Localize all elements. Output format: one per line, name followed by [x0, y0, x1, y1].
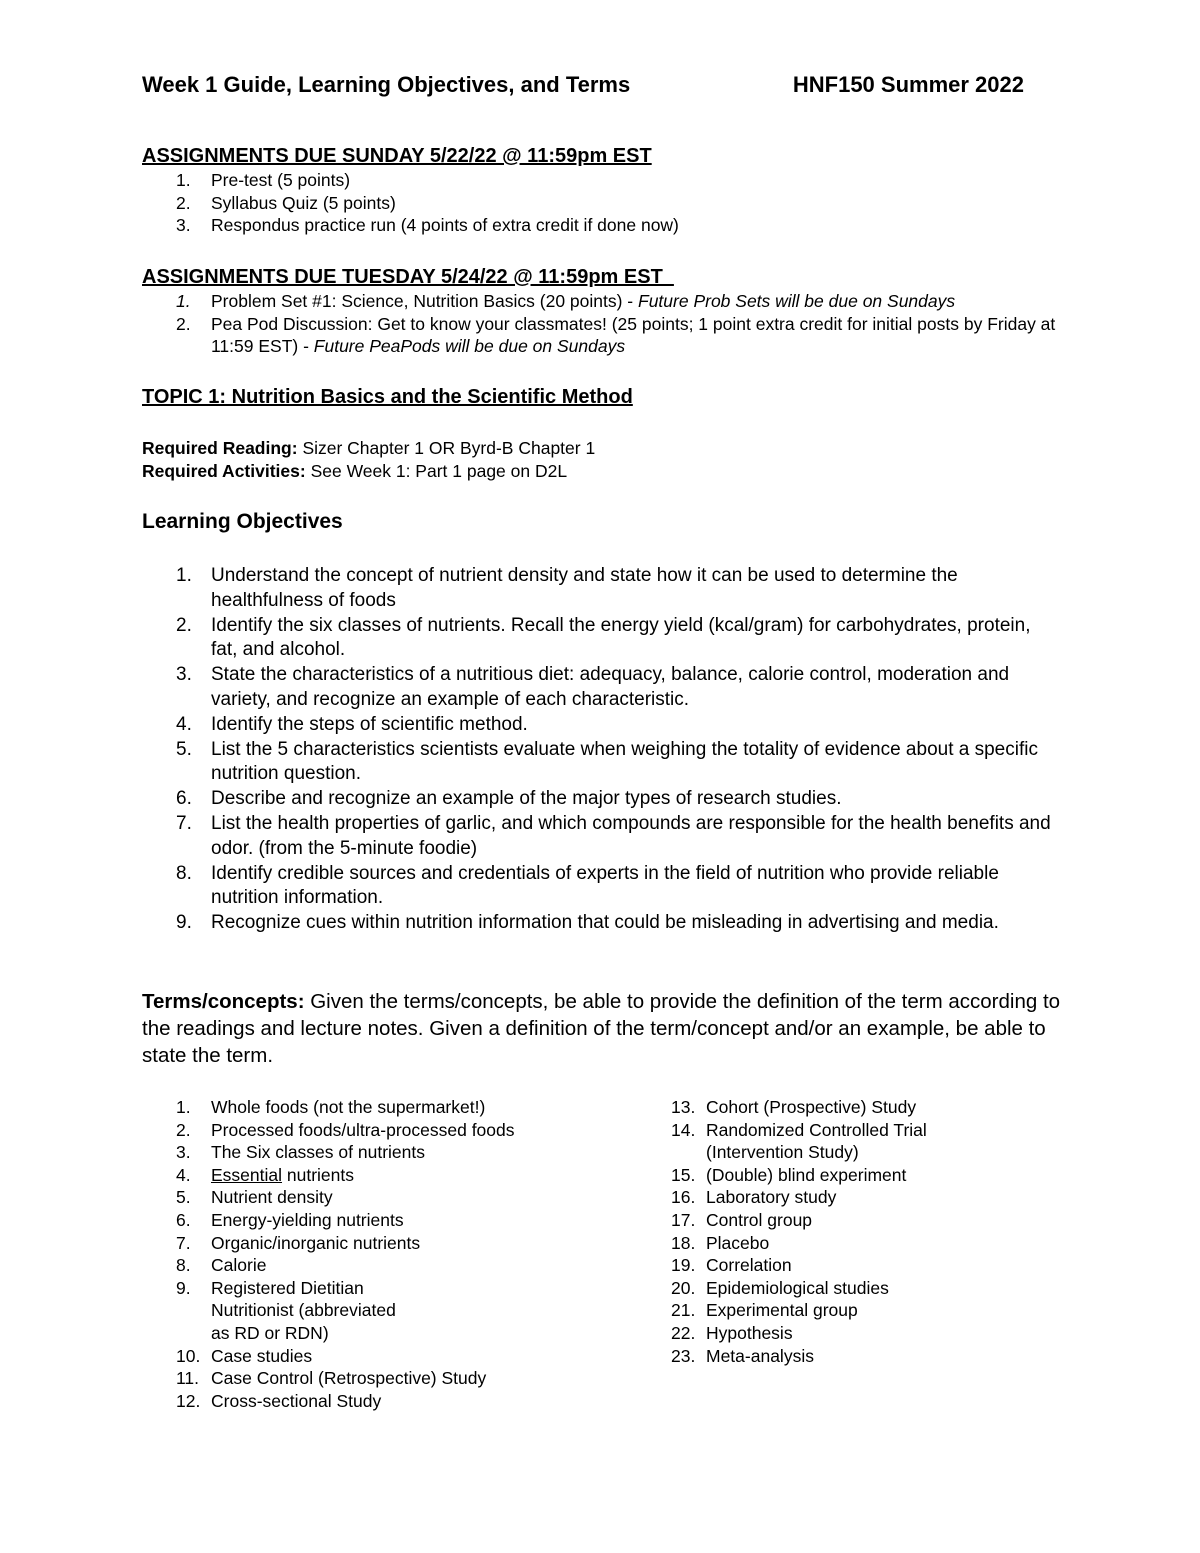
list-item: 5. Nutrient density [176, 1187, 333, 1208]
list-item: 3. Respondus practice run (4 points of extra credit if done now) [176, 215, 679, 235]
terms-intro: Terms/concepts: Given the terms/concepts, be able to provide the definition of the term according to the readings and lecture notes. Given a definition of the term/concept and/or an example, be able to state the term. [142, 990, 1061, 1067]
list-item: 2. Pea Pod Discussion: Get to know your classmates! (25 points; 1 point extra credit for initial posts by Friday at 11:59 EST) - Future PeaPods will be due on Sundays [176, 313, 1056, 356]
list-item: 1. Pre-test (5 points) [176, 170, 351, 190]
list-item: 16. Laboratory study [671, 1187, 837, 1208]
list-item: 4. Essential nutrients [176, 1164, 354, 1185]
list-item: 9. Recognize cues within nutrition information that could be misleading in advertising and media. [176, 912, 999, 934]
sunday-assignments-title: ASSIGNMENTS DUE SUNDAY 5/22/22 @ 11:59pm EST [142, 145, 652, 167]
list-item: 11. Case Control (Retrospective) Study [176, 1368, 487, 1389]
required-reading: Required Reading: Sizer Chapter 1 OR Byrd-B Chapter 1 [142, 438, 596, 458]
list-item: 4. Identify the steps of scientific method. [176, 713, 528, 735]
list-item: 3. The Six classes of nutrients [176, 1142, 425, 1163]
terms-list-left [142, 1096, 582, 1412]
list-item: 23. Meta-analysis [671, 1345, 814, 1366]
list-item: 17. Control group [671, 1209, 813, 1230]
list-item: 9. Registered Dietitian Nutritionist (abbreviated as RD or RDN) [176, 1277, 396, 1343]
list-item: 19. Correlation [671, 1255, 792, 1276]
list-item: 2. Processed foods/ultra-processed foods [176, 1119, 515, 1140]
list-item: 5. List the 5 characteristics scientists evaluate when weighing the totality of evidence about a specific nutrition question. [176, 738, 1038, 785]
list-item: 12. Cross-sectional Study [176, 1390, 382, 1411]
objectives-list [142, 564, 1062, 936]
list-item: 7. Organic/inorganic nutrients [176, 1232, 421, 1253]
sunday-assignments-list [142, 169, 1062, 237]
page-title: Week 1 Guide, Learning Objectives, and Terms [142, 72, 631, 97]
topic-title: TOPIC 1: Nutrition Basics and the Scientific Method [142, 386, 633, 408]
list-item: 15. (Double) blind experiment [671, 1164, 907, 1185]
course-label: HNF150 Summer 2022 [792, 72, 1024, 97]
tuesday-assignments-title: ASSIGNMENTS DUE TUESDAY 5/24/22 @ 11:59pm EST [142, 266, 674, 288]
list-item: 1. Problem Set #1: Science, Nutrition Basics (20 points) - Future Prob Sets will be due on Sundays [176, 291, 956, 311]
list-item: 14. Randomized Controlled Trial (Intervention Study) [671, 1119, 927, 1163]
page-header [142, 72, 1024, 98]
list-item: 10. Case studies [176, 1345, 313, 1366]
list-item: 6. Describe and recognize an example of the major types of research studies. [176, 788, 842, 810]
tuesday-assignments-list [142, 290, 1062, 358]
list-item: 21. Experimental group [671, 1300, 858, 1321]
list-item: 13. Cohort (Prospective) Study [671, 1097, 917, 1117]
list-item: 20. Epidemiological studies [671, 1277, 889, 1298]
list-item: 1. Whole foods (not the supermarket!) [176, 1097, 486, 1117]
list-item: 8. Identify credible sources and credentials of experts in the field of nutrition who provide reliable nutrition information. [176, 862, 999, 909]
list-item: 2. Identify the six classes of nutrients. Recall the energy yield (kcal/gram) for carbohydrates, protein, fat, and alcohol. [176, 614, 1031, 661]
list-item: 7. List the health properties of garlic, and which compounds are responsible for the health benefits and odor. (from the 5-minute foodie) [176, 812, 1051, 859]
list-item: 8. Calorie [176, 1255, 267, 1276]
list-item: 1. Understand the concept of nutrient density and state how it can be used to determine the healthfulness of foods [176, 565, 958, 611]
objectives-title: Learning Objectives [142, 510, 343, 533]
required-activities: Required Activities: See Week 1: Part 1 page on D2L [142, 461, 568, 481]
list-item: 22. Hypothesis [671, 1322, 793, 1343]
list-item: 18. Placebo [671, 1232, 770, 1253]
list-item: 3. State the characteristics of a nutritious diet: adequacy, balance, calorie control, moderation and variety, and recognize an example of each characteristic. [176, 664, 1010, 710]
list-item: 2. Syllabus Quiz (5 points) [176, 192, 396, 213]
list-item: 6. Energy-yielding nutrients [176, 1209, 404, 1230]
terms-list-right [637, 1096, 1037, 1367]
